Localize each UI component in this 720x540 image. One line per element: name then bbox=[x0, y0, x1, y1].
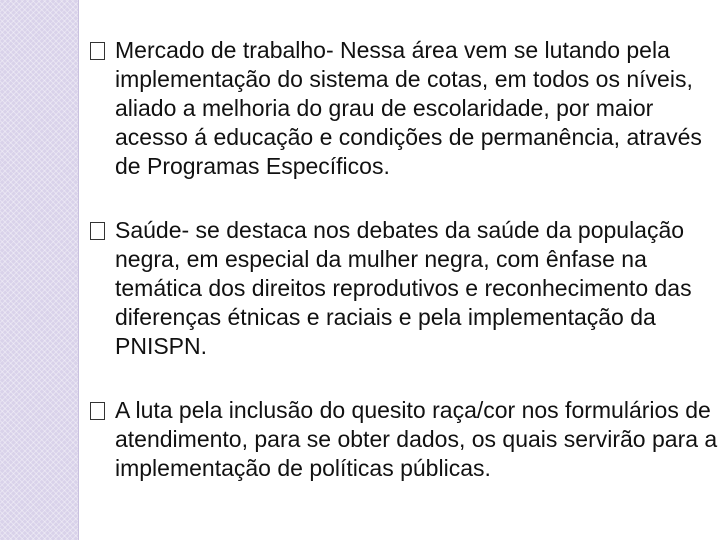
bullet-text: Mercado de trabalho- Nessa área vem se lutando pela implementação do sistema de cotas, em todos os níveis, aliado a melhoria do grau de escolaridade, por maior acesso á educação e condições de permanência, através de Programas Específicos. bbox=[115, 37, 702, 179]
bullet-item-quesito bbox=[90, 396, 718, 483]
square-bullet-icon bbox=[90, 222, 105, 240]
bullet-text: A luta pela inclusão do quesito raça/cor nos formulários de atendimento, para se obter dados, os quais servirão para a implementação de políticas públicas. bbox=[115, 397, 718, 481]
square-bullet-icon bbox=[90, 402, 105, 420]
sidebar-divider bbox=[78, 0, 79, 540]
bullet-text: Saúde- se destaca nos debates da saúde da população negra, em especial da mulher negra, com ênfase na temática dos direitos reprodutivos e reconhecimento das diferenças étnicas e raciais e pela implementação da PNISPN. bbox=[115, 217, 692, 359]
bullet-item-saude bbox=[90, 216, 718, 361]
decorative-sidebar bbox=[0, 0, 78, 540]
square-bullet-icon bbox=[90, 42, 105, 60]
slide-body bbox=[90, 36, 718, 518]
bullet-item-mercado bbox=[90, 36, 718, 181]
